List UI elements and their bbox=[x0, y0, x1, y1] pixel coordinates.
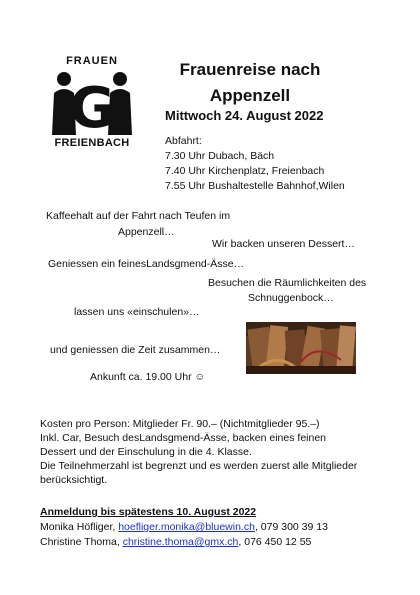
program-line-4: Geniessen ein feinesLandsgmend-Ässe… bbox=[48, 258, 245, 270]
contact-phone: , 079 300 39 13 bbox=[254, 521, 328, 533]
program-line-7: lassen uns «einschulen»… bbox=[74, 306, 200, 318]
contact-row bbox=[40, 520, 328, 535]
logo-letter: G bbox=[69, 76, 115, 137]
departure-item: 7.30 Uhr Dubach, Bäch bbox=[165, 150, 275, 162]
cost-line: Kosten pro Person: Mitglieder Fr. 90.– (Nichtmitglieder 95.–) bbox=[40, 418, 320, 430]
registration-heading: Anmeldung bis spätestens 10. August 2022 bbox=[40, 506, 257, 518]
departure-label: Abfahrt: bbox=[165, 135, 202, 147]
logo-figures-icon bbox=[50, 69, 134, 137]
title-line-2: Appenzell bbox=[209, 86, 291, 105]
tablets-image bbox=[246, 322, 356, 374]
cost-info bbox=[40, 417, 357, 487]
cost-line: Inkl. Car, Besuch desLandsgmend-Ässe, backen eines feinen bbox=[40, 432, 327, 444]
event-date: Mittwoch 24. August 2022 bbox=[165, 108, 324, 123]
contact-name: Monika Höfliger, bbox=[40, 521, 119, 533]
contact-email-link[interactable]: hoefliger.monika@bluewin.ch bbox=[118, 521, 255, 533]
departure-item: 7.40 Uhr Kirchenplatz, Freienbach bbox=[165, 165, 325, 177]
title-line-1: Frauenreise nach bbox=[179, 60, 321, 79]
tablets-photo bbox=[246, 322, 356, 374]
contact-name: Christine Thoma, bbox=[40, 536, 123, 548]
program-line-6: Schnuggenbock… bbox=[248, 292, 334, 304]
contact-phone: , 076 450 12 55 bbox=[238, 536, 312, 548]
program-line-5: Besuchen die Räumlichkeiten des bbox=[208, 277, 367, 289]
cost-line: berücksichtigt. bbox=[40, 474, 108, 486]
frauen-freienbach-logo bbox=[42, 55, 142, 155]
cost-line: Dessert und der Einschulung in die 4. Klasse. bbox=[40, 446, 252, 458]
registration-info bbox=[40, 505, 328, 550]
logo-top-text: FRAUEN bbox=[66, 55, 118, 67]
program-line-2: Appenzell… bbox=[118, 226, 175, 238]
program-line-3: Wir backen unseren Dessert… bbox=[212, 238, 355, 250]
contact-email-link[interactable]: christine.thoma@gmx.ch bbox=[122, 536, 239, 548]
program-line-1: Kaffeehalt auf der Fahrt nach Teufen im bbox=[46, 210, 231, 222]
departure-schedule bbox=[165, 134, 345, 194]
contact-row bbox=[40, 535, 328, 550]
logo-bottom-text: FREIENBACH bbox=[54, 137, 130, 149]
departure-item: 7.55 Uhr Bushaltestelle Bahnhof,Wilen bbox=[165, 180, 345, 192]
cost-line: Die Teilnehmerzahl ist begrenzt und es werden zuerst alle Mitglieder bbox=[40, 460, 358, 472]
program-line-9: Ankunft ca. 19.00 Uhr ☺ bbox=[90, 371, 206, 383]
program-line-8: und geniessen die Zeit zusammen… bbox=[50, 344, 221, 356]
